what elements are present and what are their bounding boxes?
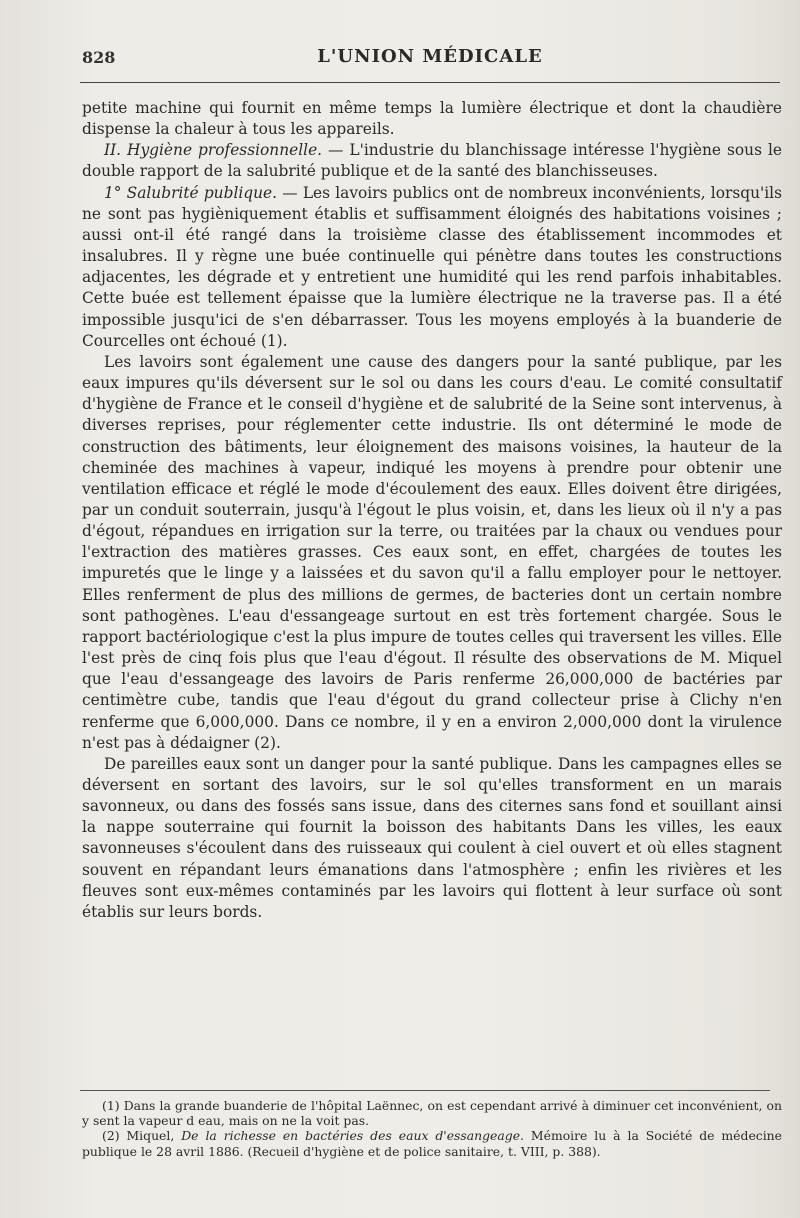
page-number: 828 <box>82 48 116 67</box>
footnote-1: (1) Dans la grande buanderie de l'hôpital Laënnec, on est cependant arrivé à diminuer cet inconvénient, on y sent la vapeur d eau, mais on ne la voit pas. <box>82 1098 782 1129</box>
journal-title: L'UNION MÉDICALE <box>317 46 543 67</box>
section-heading-salubrite: 1° Salubrité publique. <box>104 183 278 202</box>
paragraph-2 <box>82 140 782 182</box>
footnote-2 <box>82 1128 782 1158</box>
paragraph-2-text: — L'industrie du blanchissage intéresse l'hygiène sous le double rapport de la salubrité publique et de la santé des blanchisseuses. <box>82 141 782 181</box>
paragraph-3 <box>82 183 782 352</box>
paragraph-4: Les lavoirs sont également une cause des dangers pour la santé publique, par les eaux impures qu'ils déversent sur le sol ou dans les cours d'eau. Le comité consultatif d'hygiène de France et le conseil d'hygiène et de salubrité de la Seine sont intervenus, à diverses reprises, pour réglementer cette industrie. Ils ont déterminé le mode de construction des bâtiments, leur éloignement des maisons voisines, la hauteur de la cheminée des machines à vapeur, indiqué les moyens à prendre pour obtenir une ventilation efficace et réglé le mode d'écoulement des eaux. Elles doivent être dirigées, par un conduit souterrain, jusqu'à l'égout le plus voisin, et, dans les lieux où il n'y a pas d'égout, répandues en irrigation sur la terre, ou traitées par la chaux ou vendues pour l'extraction des matières grasses. Ces eaux sont, en effet, chargées de toutes les impuretés que le linge y a laissées et du savon qu'il a fallu employer pour le nettoyer. Elles renferment de plus des millions de germes, de bacteries dont un certain nombre sont pathogènes. L'eau d'essangeage surtout en est très fortement chargée. Sous le rapport bactériologique c'est la plus impure de toutes celles qui traversent les villes. Elle l'est près de cinq fois plus que l'eau d'égout. Il résulte des observations de M. Miquel que l'eau d'essangeage des lavoirs de Paris renferme 26,000,000 de bactéries par centimètre cube, tandis que l'eau d'égout du grand collecteur prise à Clichy n'en renferme que 6,000,000. Dans ce nombre, il y en a environ 2,000,000 dont la virulence n'est pas à dédaigner (2). <box>82 352 782 752</box>
paragraph-3-text: — Les lavoirs publics ont de nombreux inconvénients, lorsqu'ils ne sont pas hygièniquement établis et suffisamment éloignés des habitations voisines ; aussi ont-il été rangé dans la troisième classe des établissement incommodes et insalubres. Il y règne une buée continuelle qui pénètre dans toutes les constructions adjacentes, les dégrade et y entretient une humidité qui les rend parfois inhabitables. Cette buée est tellement épaisse que la lumière électrique ne la traverse pas. Il a été impossible jusqu'ici de s'en débarrasser. Tous les moyens employés à la buanderie de Courcelles ont échoué (1). <box>82 183 782 350</box>
body-text <box>82 98 782 923</box>
running-header <box>80 44 780 74</box>
header-rule <box>80 82 780 83</box>
paragraph-5: De pareilles eaux sont un danger pour la santé publique. Dans les campagnes elles se déversent en sortant des lavoirs, sur le sol qu'elles transforment en un marais savonneux, ou dans des fossés sans issue, dans des citernes sans fond et souillant ainsi la nappe souterraine qui fournit la boisson des habitants Dans les villes, les eaux savonneuses s'écoulent dans des ruisseaux qui coulent à ciel ouvert et où elles stagnent souvent en répandant leurs émanations dans l'atmosphère ; enfin les rivières et les fleuves sont eux-mêmes contaminés par les lavoirs qui flottent à leur surface où sont établis sur leurs bords. <box>82 754 782 921</box>
footnote-2-end: Mémoire lu à la Société de médecine publique le 28 avril 1886. (Recueil d'hygiène et de police sanitaire, t. VIII, p. 388). <box>82 1128 782 1159</box>
footnotes <box>82 1098 782 1159</box>
paragraph-1: petite machine qui fournit en même temps la lumière électrique et dont la chaudière dispense la chaleur à tous les appareils. <box>82 99 782 139</box>
footnote-2-start: (2) Miquel, <box>102 1128 182 1144</box>
section-heading-hygiene: II. Hygiène professionnelle. <box>104 141 323 160</box>
footnote-rule <box>80 1090 770 1091</box>
footnote-2-title: De la richesse en bactéries des eaux d'essangeage. <box>181 1128 524 1144</box>
